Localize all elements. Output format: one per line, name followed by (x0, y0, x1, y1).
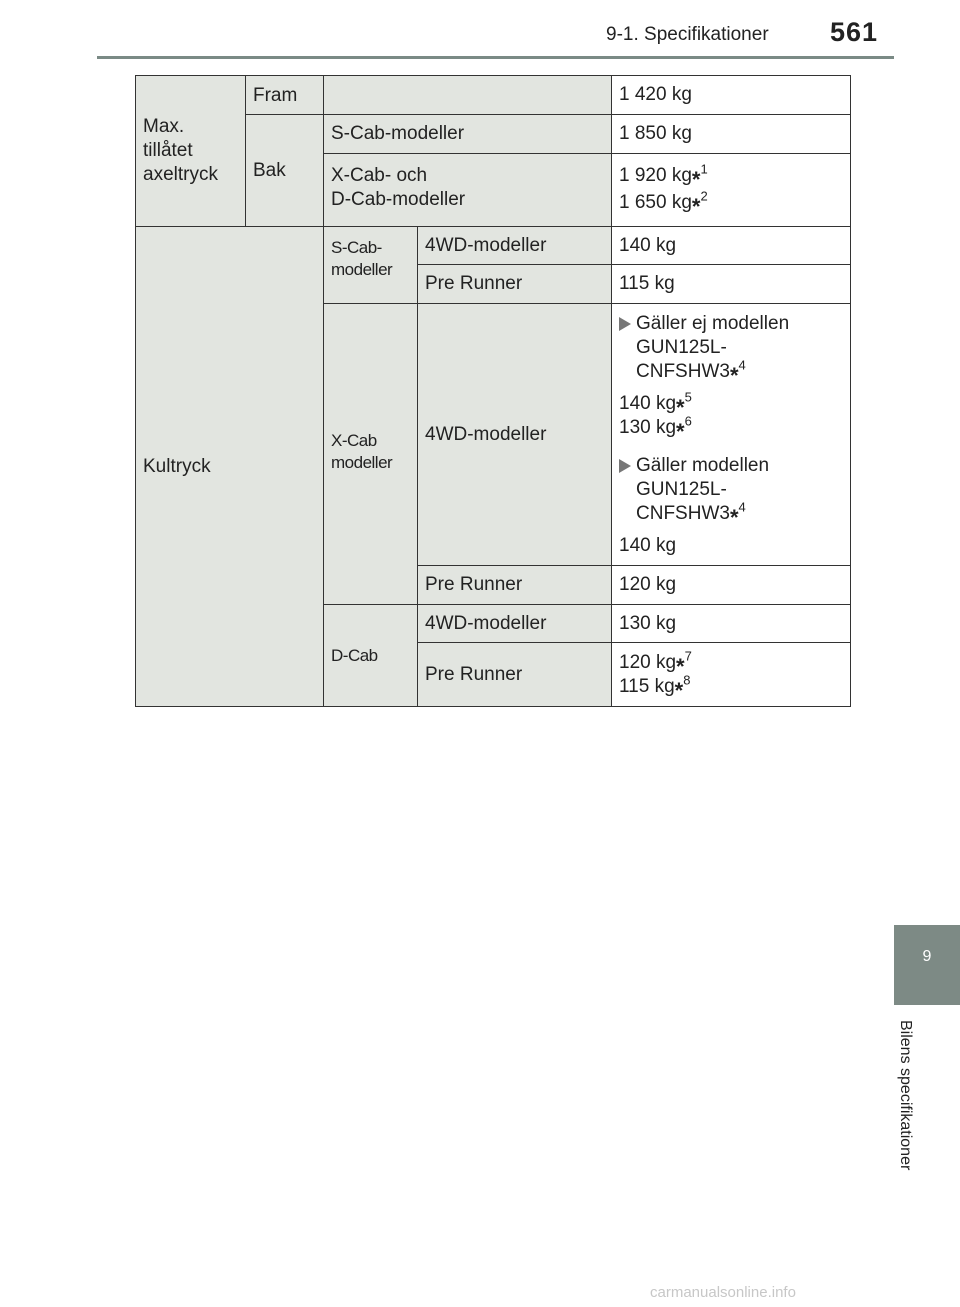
ball-dcab-label: D-Cab (324, 605, 418, 707)
ball-dcab-4wd-value: 130 kg (612, 605, 851, 643)
ball-dcab-4wd-label: 4WD-modeller (418, 605, 612, 643)
bullet-applicable: Gäller modellen GUN125L- CNFSHW3*$^4$ (619, 454, 850, 526)
ball-xcab-4wd-label: 4WD-modeller (418, 304, 612, 566)
axle-load-label: Max. tillåtet axeltryck (136, 76, 246, 227)
ball-scab-4wd-label: 4WD-modeller (418, 227, 612, 265)
rear-scab-value: 1 850 kg (612, 115, 851, 154)
header-divider (97, 56, 894, 59)
rear-xcab-dcab-label: X-Cab- och D-Cab-modeller (324, 154, 612, 227)
front-axle-empty (324, 76, 612, 115)
rear-axle-label: Bak (246, 115, 324, 227)
watermark: carmanualsonline.info (650, 1284, 796, 1301)
ball-xcab-pre-value: 120 kg (612, 566, 851, 605)
page-number: 561 (830, 17, 879, 47)
triangle-bullet-icon (619, 317, 631, 331)
ball-scab-pre-value: 115 kg (612, 265, 851, 304)
rear-scab-label: S-Cab-modeller (324, 115, 612, 154)
ball-load-label: Kultryck (136, 227, 324, 707)
bullet-not-applicable: Gäller ej modellen GUN125L- CNFSHW3*$^4$ (619, 312, 850, 384)
ball-xcab-pre-label: Pre Runner (418, 566, 612, 605)
ball-xcab-4wd-value: Gäller ej modellen GUN125L- CNFSHW3*$^4$ 140 kg*$^5$ 130 kg*$^6$ Gäller modellen GUN125L- CNFSHW3*$^4$ 140 kg (612, 304, 851, 566)
ball-dcab-pre-label: Pre Runner (418, 643, 612, 707)
front-axle-label: Fram (246, 76, 324, 115)
ball-dcab-pre-value: 120 kg*$^7$ 115 kg*$^8$ (612, 643, 851, 707)
specification-table (135, 75, 851, 707)
section-title: 9-1. Specifikationer (606, 24, 769, 45)
triangle-bullet-icon (619, 459, 631, 473)
ball-scab-label: S-Cab- modeller (324, 227, 418, 304)
ball-scab-4wd-value: 140 kg (612, 227, 851, 265)
chapter-number: 9 (922, 948, 932, 965)
chapter-label: Bilens specifikationer (897, 1020, 914, 1171)
rear-xcab-dcab-value: 1 920 kg*$^1$ 1 650 kg*$^2$ (612, 154, 851, 227)
front-axle-value: 1 420 kg (612, 76, 851, 115)
ball-xcab-label: X-Cab modeller (324, 304, 418, 605)
ball-scab-pre-label: Pre Runner (418, 265, 612, 304)
